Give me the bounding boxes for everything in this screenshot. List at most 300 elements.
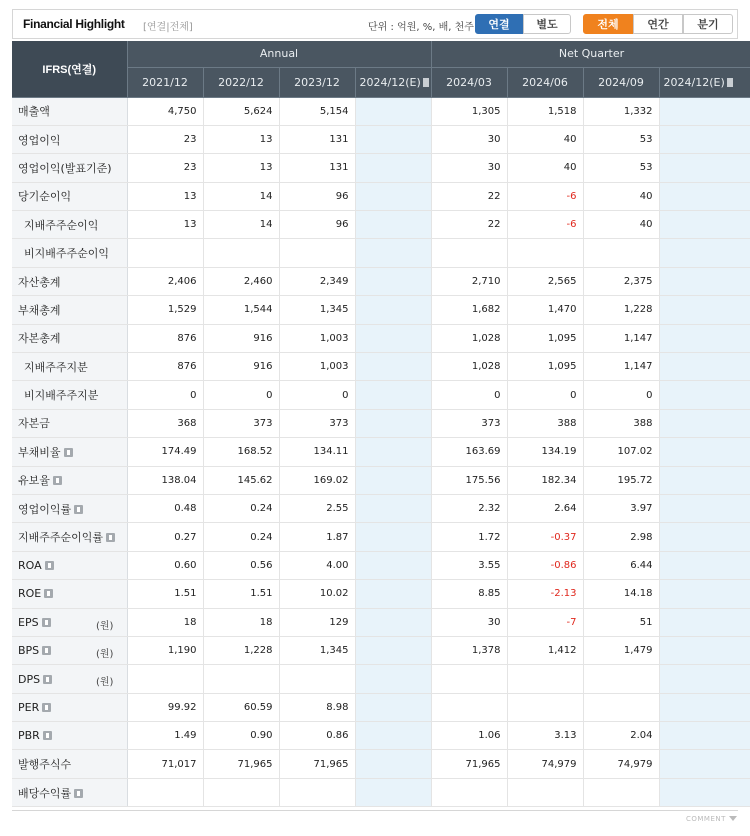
value-cell: 1,095 bbox=[507, 324, 583, 352]
value-cell: 74,979 bbox=[583, 750, 659, 778]
value-cell: 1.87 bbox=[279, 523, 355, 551]
table-row bbox=[12, 750, 750, 778]
row-label-text: 발행주식수 bbox=[18, 758, 72, 772]
value-cell: 14.18 bbox=[583, 580, 659, 608]
value-cell bbox=[583, 778, 659, 806]
value-cell: 168.52 bbox=[203, 438, 279, 466]
value-cell: 1,345 bbox=[279, 636, 355, 664]
value-cell: 138.04 bbox=[127, 466, 203, 494]
row-label bbox=[12, 296, 127, 324]
table-row bbox=[12, 551, 750, 579]
table-bottom-border bbox=[12, 810, 738, 811]
period-header: 2024/09 bbox=[583, 67, 659, 97]
value-cell: 2,349 bbox=[279, 267, 355, 295]
row-label bbox=[12, 665, 127, 693]
value-cell: 53 bbox=[583, 154, 659, 182]
value-cell: 40 bbox=[583, 211, 659, 239]
value-cell bbox=[355, 239, 431, 267]
row-label bbox=[12, 239, 127, 267]
value-cell: 4.00 bbox=[279, 551, 355, 579]
chevron-down-icon bbox=[729, 816, 737, 821]
value-cell: 1,003 bbox=[279, 353, 355, 381]
help-icon[interactable] bbox=[43, 731, 52, 740]
value-cell bbox=[431, 665, 507, 693]
value-cell: 1,095 bbox=[507, 353, 583, 381]
value-cell: 182.34 bbox=[507, 466, 583, 494]
row-label bbox=[12, 778, 127, 806]
value-cell: 1,345 bbox=[279, 296, 355, 324]
section-subtitle: [연결|전체] bbox=[143, 22, 193, 33]
value-cell: 2,710 bbox=[431, 267, 507, 295]
value-cell bbox=[431, 693, 507, 721]
value-cell bbox=[507, 665, 583, 693]
row-label-text: 자본총계 bbox=[18, 332, 61, 346]
value-cell bbox=[279, 239, 355, 267]
value-cell: 2.04 bbox=[583, 722, 659, 750]
help-icon[interactable] bbox=[44, 589, 53, 598]
row-label-text: 지배주주순이익 bbox=[24, 218, 99, 232]
value-cell: 0 bbox=[203, 381, 279, 409]
table-row bbox=[12, 324, 750, 352]
value-cell bbox=[659, 523, 750, 551]
table-row bbox=[12, 267, 750, 295]
help-icon[interactable] bbox=[42, 618, 51, 627]
value-cell bbox=[659, 580, 750, 608]
table-row bbox=[12, 125, 750, 153]
value-cell: 71,965 bbox=[431, 750, 507, 778]
estimate-icon bbox=[423, 78, 429, 87]
help-icon[interactable] bbox=[42, 703, 51, 712]
value-cell: 2,565 bbox=[507, 267, 583, 295]
value-cell: 0 bbox=[507, 381, 583, 409]
table-row bbox=[12, 409, 750, 437]
value-cell: -0.86 bbox=[507, 551, 583, 579]
value-cell: 2.32 bbox=[431, 494, 507, 522]
value-cell bbox=[659, 97, 750, 125]
table-row bbox=[12, 466, 750, 494]
value-cell bbox=[355, 778, 431, 806]
value-cell: 388 bbox=[583, 409, 659, 437]
annual-button[interactable]: 연간 bbox=[633, 14, 683, 34]
value-cell: 0.48 bbox=[127, 494, 203, 522]
value-cell bbox=[659, 778, 750, 806]
row-label bbox=[12, 267, 127, 295]
row-label-text: 부채비율 bbox=[18, 445, 61, 459]
value-cell: 0 bbox=[431, 381, 507, 409]
value-cell: 129 bbox=[279, 608, 355, 636]
value-cell: 71,965 bbox=[203, 750, 279, 778]
value-cell: 71,965 bbox=[279, 750, 355, 778]
row-label-text: BPS bbox=[18, 644, 40, 658]
row-label-text: 자본금 bbox=[18, 417, 50, 431]
table-row bbox=[12, 296, 750, 324]
row-label-text: 배당수익률 bbox=[18, 786, 72, 800]
value-cell: 1.06 bbox=[431, 722, 507, 750]
value-cell: 134.19 bbox=[507, 438, 583, 466]
row-label bbox=[12, 750, 127, 778]
value-cell: 23 bbox=[127, 125, 203, 153]
period-label: 2024/12(E) bbox=[359, 75, 421, 89]
value-cell: 5,154 bbox=[279, 97, 355, 125]
row-label bbox=[12, 608, 127, 636]
row-label-text: 영업이익(발표기준) bbox=[18, 161, 112, 175]
financial-highlight-header bbox=[12, 9, 738, 39]
row-label bbox=[12, 722, 127, 750]
value-cell: 916 bbox=[203, 324, 279, 352]
value-cell bbox=[583, 665, 659, 693]
value-cell bbox=[355, 466, 431, 494]
row-label-text: 비지배주주지분 bbox=[24, 389, 99, 403]
value-cell: 96 bbox=[279, 182, 355, 210]
value-cell bbox=[659, 750, 750, 778]
value-cell bbox=[659, 353, 750, 381]
row-label-text: 영업이익 bbox=[18, 133, 61, 147]
table-row bbox=[12, 665, 750, 693]
value-cell: 30 bbox=[431, 125, 507, 153]
value-cell bbox=[355, 154, 431, 182]
help-icon[interactable] bbox=[45, 561, 54, 570]
value-cell: 1.49 bbox=[127, 722, 203, 750]
value-cell: 74,979 bbox=[507, 750, 583, 778]
value-cell: 373 bbox=[279, 409, 355, 437]
value-cell bbox=[355, 182, 431, 210]
row-label-text: 매출액 bbox=[18, 105, 50, 119]
value-cell bbox=[659, 296, 750, 324]
value-cell: 163.69 bbox=[431, 438, 507, 466]
value-cell bbox=[659, 239, 750, 267]
value-cell: 3.13 bbox=[507, 722, 583, 750]
value-cell: -0.37 bbox=[507, 523, 583, 551]
value-cell: 1,378 bbox=[431, 636, 507, 664]
value-cell bbox=[355, 722, 431, 750]
value-cell: 71,017 bbox=[127, 750, 203, 778]
value-cell: 8.98 bbox=[279, 693, 355, 721]
row-label bbox=[12, 381, 127, 409]
help-icon[interactable] bbox=[74, 505, 83, 514]
value-cell: 131 bbox=[279, 154, 355, 182]
value-cell bbox=[659, 636, 750, 664]
value-cell: 51 bbox=[583, 608, 659, 636]
value-cell: 0.24 bbox=[203, 494, 279, 522]
value-cell: 1,470 bbox=[507, 296, 583, 324]
value-cell bbox=[127, 239, 203, 267]
period-header: 2023/12 bbox=[279, 67, 355, 97]
period-label: 2024/12(E) bbox=[663, 75, 725, 89]
period-header-estimate bbox=[355, 67, 431, 97]
value-cell bbox=[279, 778, 355, 806]
value-cell: 1,003 bbox=[279, 324, 355, 352]
value-cell bbox=[355, 324, 431, 352]
row-label bbox=[12, 182, 127, 210]
value-cell: 107.02 bbox=[583, 438, 659, 466]
value-cell bbox=[279, 665, 355, 693]
value-cell: 0 bbox=[127, 381, 203, 409]
value-cell: 1,147 bbox=[583, 324, 659, 352]
value-cell: 4,750 bbox=[127, 97, 203, 125]
value-cell: 40 bbox=[507, 154, 583, 182]
row-label-text: ROA bbox=[18, 558, 42, 572]
value-cell bbox=[659, 267, 750, 295]
value-cell: 2.64 bbox=[507, 494, 583, 522]
period-header: 2024/06 bbox=[507, 67, 583, 97]
value-cell bbox=[355, 125, 431, 153]
unit-label: 단위 : 억원, %, 배, 천주 bbox=[368, 22, 474, 33]
value-cell bbox=[127, 778, 203, 806]
value-cell bbox=[659, 608, 750, 636]
value-cell bbox=[355, 693, 431, 721]
value-cell bbox=[355, 438, 431, 466]
row-label-text: 비지배주주순이익 bbox=[24, 247, 110, 261]
value-cell bbox=[659, 466, 750, 494]
value-cell bbox=[355, 523, 431, 551]
value-cell: 876 bbox=[127, 353, 203, 381]
value-cell: 2.55 bbox=[279, 494, 355, 522]
table-row bbox=[12, 438, 750, 466]
row-label-text: 부채총계 bbox=[18, 303, 61, 317]
value-cell bbox=[583, 239, 659, 267]
value-cell bbox=[355, 494, 431, 522]
value-cell bbox=[355, 636, 431, 664]
table-row bbox=[12, 608, 750, 636]
value-cell: 2,460 bbox=[203, 267, 279, 295]
value-cell: -7 bbox=[507, 608, 583, 636]
value-cell bbox=[659, 324, 750, 352]
value-cell: 131 bbox=[279, 125, 355, 153]
value-cell bbox=[355, 211, 431, 239]
value-cell bbox=[203, 665, 279, 693]
value-cell: 876 bbox=[127, 324, 203, 352]
estimate-icon bbox=[727, 78, 733, 87]
value-cell: 1,028 bbox=[431, 324, 507, 352]
row-label-text: 지배주주지분 bbox=[24, 360, 88, 374]
row-label bbox=[12, 211, 127, 239]
value-cell: 60.59 bbox=[203, 693, 279, 721]
value-cell: 175.56 bbox=[431, 466, 507, 494]
value-cell: 10.02 bbox=[279, 580, 355, 608]
value-cell: 1,682 bbox=[431, 296, 507, 324]
corner-label: IFRS(연결) bbox=[12, 41, 127, 97]
row-label-text: 유보율 bbox=[18, 474, 50, 488]
row-label-text: PER bbox=[18, 700, 40, 714]
value-cell bbox=[659, 125, 750, 153]
value-cell: 195.72 bbox=[583, 466, 659, 494]
row-label bbox=[12, 409, 127, 437]
value-cell bbox=[355, 608, 431, 636]
table-row bbox=[12, 381, 750, 409]
period-toggle bbox=[583, 14, 733, 34]
value-cell: -6 bbox=[507, 182, 583, 210]
help-icon[interactable] bbox=[42, 646, 51, 655]
row-label bbox=[12, 580, 127, 608]
annual-group-header: Annual bbox=[127, 41, 431, 67]
value-cell: 3.97 bbox=[583, 494, 659, 522]
value-cell: 1,544 bbox=[203, 296, 279, 324]
table-row bbox=[12, 523, 750, 551]
value-cell: 1,028 bbox=[431, 353, 507, 381]
value-cell: 5,624 bbox=[203, 97, 279, 125]
comment-label: COMMENT bbox=[686, 815, 726, 823]
value-cell bbox=[355, 551, 431, 579]
value-cell: 6.44 bbox=[583, 551, 659, 579]
all-period-button[interactable]: 전체 bbox=[583, 14, 633, 34]
quarter-button[interactable]: 분기 bbox=[683, 14, 733, 34]
value-cell: 1,305 bbox=[431, 97, 507, 125]
help-icon[interactable] bbox=[74, 789, 83, 798]
value-cell bbox=[583, 693, 659, 721]
table-row bbox=[12, 778, 750, 806]
value-cell: -6 bbox=[507, 211, 583, 239]
value-cell: 0.60 bbox=[127, 551, 203, 579]
row-label bbox=[12, 551, 127, 579]
row-label-text: 자산총계 bbox=[18, 275, 61, 289]
value-cell bbox=[659, 551, 750, 579]
value-cell: 13 bbox=[127, 182, 203, 210]
value-cell bbox=[355, 97, 431, 125]
value-cell: 1,332 bbox=[583, 97, 659, 125]
value-cell bbox=[507, 693, 583, 721]
table-row bbox=[12, 722, 750, 750]
value-cell: 96 bbox=[279, 211, 355, 239]
value-cell: 40 bbox=[583, 182, 659, 210]
table-row bbox=[12, 211, 750, 239]
row-label bbox=[12, 324, 127, 352]
value-cell bbox=[659, 722, 750, 750]
table-row bbox=[12, 239, 750, 267]
separate-button[interactable]: 별도 bbox=[523, 14, 571, 34]
value-cell bbox=[659, 211, 750, 239]
value-cell: 916 bbox=[203, 353, 279, 381]
value-cell: 0.27 bbox=[127, 523, 203, 551]
period-header-estimate bbox=[659, 67, 750, 97]
value-cell: 134.11 bbox=[279, 438, 355, 466]
help-icon[interactable] bbox=[64, 448, 73, 457]
value-cell: 169.02 bbox=[279, 466, 355, 494]
row-label bbox=[12, 636, 127, 664]
value-cell: 30 bbox=[431, 154, 507, 182]
value-cell: 1,190 bbox=[127, 636, 203, 664]
row-label-text: 지배주주순이익률 bbox=[18, 531, 104, 545]
value-cell: 1,228 bbox=[583, 296, 659, 324]
value-cell: 22 bbox=[431, 211, 507, 239]
value-cell: 13 bbox=[127, 211, 203, 239]
table-row bbox=[12, 636, 750, 664]
value-cell: 1,518 bbox=[507, 97, 583, 125]
value-cell: 30 bbox=[431, 608, 507, 636]
value-cell: 14 bbox=[203, 211, 279, 239]
value-cell bbox=[355, 267, 431, 295]
value-cell: 1.51 bbox=[203, 580, 279, 608]
table-row bbox=[12, 494, 750, 522]
row-label bbox=[12, 494, 127, 522]
value-cell: 1,147 bbox=[583, 353, 659, 381]
table-row bbox=[12, 182, 750, 210]
period-header: 2022/12 bbox=[203, 67, 279, 97]
value-cell: 1,479 bbox=[583, 636, 659, 664]
value-cell bbox=[659, 665, 750, 693]
row-label-text: 영업이익률 bbox=[18, 502, 72, 516]
value-cell: 145.62 bbox=[203, 466, 279, 494]
row-label bbox=[12, 97, 127, 125]
value-cell: 0.56 bbox=[203, 551, 279, 579]
unit-label: (원) bbox=[96, 677, 114, 689]
value-cell bbox=[355, 409, 431, 437]
value-cell: 0.24 bbox=[203, 523, 279, 551]
value-cell bbox=[659, 409, 750, 437]
value-cell: 8.85 bbox=[431, 580, 507, 608]
value-cell bbox=[355, 353, 431, 381]
value-cell bbox=[659, 154, 750, 182]
comment-toggle[interactable] bbox=[686, 815, 737, 823]
row-label-text: PBR bbox=[18, 729, 40, 743]
table-row bbox=[12, 154, 750, 182]
section-title: Financial Highlight bbox=[23, 17, 125, 31]
value-cell: 3.55 bbox=[431, 551, 507, 579]
value-cell: 388 bbox=[507, 409, 583, 437]
value-cell: 53 bbox=[583, 125, 659, 153]
consolidated-button[interactable]: 연결 bbox=[475, 14, 523, 34]
value-cell: 13 bbox=[203, 125, 279, 153]
help-icon[interactable] bbox=[106, 533, 115, 542]
value-cell bbox=[355, 381, 431, 409]
table-row bbox=[12, 693, 750, 721]
row-label-text: DPS bbox=[18, 672, 41, 686]
value-cell: 1,412 bbox=[507, 636, 583, 664]
value-cell: -2.13 bbox=[507, 580, 583, 608]
value-cell: 0 bbox=[583, 381, 659, 409]
row-label-text: 당기순이익 bbox=[18, 190, 72, 204]
period-header: 2024/03 bbox=[431, 67, 507, 97]
table-row bbox=[12, 97, 750, 125]
value-cell bbox=[355, 665, 431, 693]
value-cell: 14 bbox=[203, 182, 279, 210]
help-icon[interactable] bbox=[53, 476, 62, 485]
row-label bbox=[12, 125, 127, 153]
value-cell bbox=[203, 239, 279, 267]
value-cell bbox=[127, 665, 203, 693]
value-cell: 0.90 bbox=[203, 722, 279, 750]
help-icon[interactable] bbox=[43, 675, 52, 684]
value-cell: 99.92 bbox=[127, 693, 203, 721]
value-cell: 0.86 bbox=[279, 722, 355, 750]
value-cell: 23 bbox=[127, 154, 203, 182]
value-cell bbox=[203, 778, 279, 806]
value-cell: 0 bbox=[279, 381, 355, 409]
row-label bbox=[12, 466, 127, 494]
period-header: 2021/12 bbox=[127, 67, 203, 97]
table-row bbox=[12, 353, 750, 381]
value-cell: 22 bbox=[431, 182, 507, 210]
value-cell bbox=[431, 778, 507, 806]
value-cell: 1.51 bbox=[127, 580, 203, 608]
value-cell bbox=[355, 750, 431, 778]
value-cell bbox=[659, 693, 750, 721]
value-cell: 373 bbox=[203, 409, 279, 437]
value-cell: 40 bbox=[507, 125, 583, 153]
unit-label: (원) bbox=[96, 648, 114, 660]
row-label-text: ROE bbox=[18, 587, 42, 601]
value-cell: 18 bbox=[127, 608, 203, 636]
row-label-text: EPS bbox=[18, 615, 39, 629]
value-cell bbox=[355, 296, 431, 324]
financial-highlight-table bbox=[12, 41, 750, 807]
value-cell: 2.98 bbox=[583, 523, 659, 551]
value-cell: 1,228 bbox=[203, 636, 279, 664]
value-cell bbox=[659, 438, 750, 466]
value-cell bbox=[431, 239, 507, 267]
value-cell: 2,406 bbox=[127, 267, 203, 295]
consolidation-toggle bbox=[475, 14, 571, 34]
unit-label: (원) bbox=[96, 620, 114, 632]
